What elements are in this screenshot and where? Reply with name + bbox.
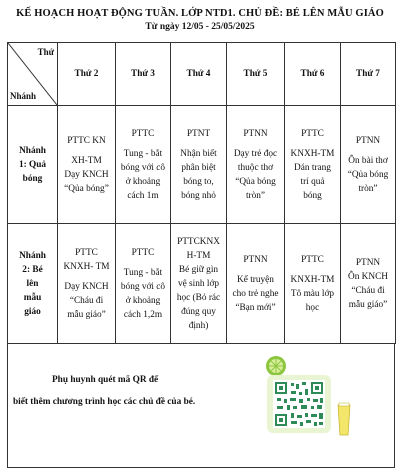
branch-label-line: bóng	[22, 173, 43, 184]
activity-cell	[227, 106, 285, 224]
activity-line: ở khoảng	[125, 176, 161, 187]
schedule-table	[7, 42, 396, 344]
activity-line: học	[305, 302, 320, 313]
activity-line: KNXH-TM	[290, 148, 335, 159]
activity-line: tròn”	[358, 183, 378, 194]
branch-label-line: mẫu	[23, 292, 42, 303]
activity-cell	[171, 224, 227, 344]
activity-line: PTNN	[355, 135, 381, 146]
branch-label-line: Nhánh	[19, 145, 46, 156]
activity-line: PTTC	[301, 254, 324, 265]
table-row	[8, 224, 396, 344]
footer-box	[7, 343, 395, 468]
branch-label	[8, 106, 58, 224]
activity-line: H-TM	[186, 250, 211, 261]
activity-line: Kể truyện	[237, 274, 274, 285]
activity-line: phân biệt	[181, 162, 216, 173]
qr-code-icon[interactable]	[247, 353, 357, 453]
corner-top-label: Thứ	[37, 47, 54, 57]
activity-cell	[285, 224, 341, 344]
corner-cell	[8, 43, 58, 106]
activity-line: PTTC	[75, 247, 98, 258]
activity-line: PTTC	[131, 247, 155, 258]
activity-line: Bé giữ gìn	[178, 264, 219, 275]
activity-line: PTNT	[186, 128, 211, 139]
activity-line: bóng với cô	[120, 162, 166, 173]
branch-label-line: 1: Quả	[18, 159, 47, 170]
day-header: Thứ 6	[285, 43, 341, 106]
footer-line-2: biết thêm chương trình học các chủ đề của bé.	[13, 397, 196, 407]
activity-cell	[58, 106, 116, 224]
branch-label-line: Nhánh	[19, 250, 46, 261]
day-header: Thứ 4	[171, 43, 227, 106]
page-title: KẾ HOẠCH HOẠT ĐỘNG TUẦN. LỚP NTD1. CHỦ ĐỀ: BÉ LÊN MẪU GIÁO	[16, 8, 384, 19]
branch-label-line: 2: Bé	[22, 264, 43, 275]
activity-line: XH-TM	[71, 155, 102, 166]
activity-line: bóng nhỏ	[181, 190, 216, 201]
activity-line: mẫu giáo”	[67, 309, 106, 320]
activity-line: PTNN	[355, 257, 381, 268]
activity-line: “Cháu đi	[69, 295, 104, 306]
activity-cell	[341, 224, 396, 344]
activity-line: “Bạn mới”	[235, 302, 276, 313]
activity-cell	[58, 224, 116, 344]
activity-line: tròn”	[245, 190, 266, 201]
activity-line: cách 1,2m	[123, 309, 163, 320]
activity-line: KNXH- TM	[63, 261, 110, 272]
activity-line: học (Bỏ rác	[176, 292, 221, 303]
activity-line: KNXH-TM	[290, 274, 335, 285]
activity-line: “Qủa bóng	[347, 169, 389, 180]
qr-code-graphic	[247, 353, 357, 453]
activity-line: bóng to,	[183, 176, 214, 187]
branch-label-line: giáo	[24, 306, 41, 317]
activity-cell	[227, 224, 285, 344]
activity-line: vệ sinh lớp	[177, 278, 220, 289]
activity-cell	[341, 106, 396, 224]
corner-bottom-label: Nhánh	[10, 91, 37, 101]
activity-line: PTTCKNX	[177, 236, 220, 247]
date-range: Từ ngày 12/05 - 25/05/2025	[145, 22, 255, 32]
activity-cell	[171, 106, 227, 224]
activity-line: bóng với cô	[120, 281, 166, 292]
header-row	[8, 43, 396, 106]
activity-line: Nhận biết	[180, 148, 217, 159]
activity-cell	[116, 224, 171, 344]
activity-line: định)	[188, 320, 209, 331]
activity-line: “Qủa bóng	[235, 176, 276, 187]
branch-label	[8, 224, 58, 344]
activity-line: PTNN	[243, 128, 268, 139]
day-header: Thứ 5	[227, 43, 285, 106]
activity-line: trí quả	[300, 176, 325, 187]
day-header: Thứ 7	[341, 43, 396, 106]
branch-label-line: lên	[26, 278, 39, 289]
activity-cell	[116, 106, 171, 224]
day-header: Thứ 3	[116, 43, 171, 106]
activity-line: Dạy trẻ đọc	[233, 148, 278, 159]
activity-line: PTTC	[301, 128, 324, 139]
activity-line: Dạy KNCH	[64, 169, 109, 180]
activity-line: Tung - bắt	[123, 267, 163, 278]
activity-line: cách 1m	[127, 190, 159, 201]
activity-line: Tô màu lớp	[290, 288, 335, 299]
activity-line: thuộc thơ	[237, 162, 274, 173]
activity-line: bóng	[303, 190, 322, 201]
activity-line: cho trẻ nghe	[232, 288, 279, 299]
footer-line-1: Phụ huynh quét mã QR để	[52, 375, 159, 385]
table-row	[8, 106, 396, 224]
activity-line: Ôn bài thơ	[348, 155, 388, 166]
activity-line: PTTC	[131, 128, 155, 139]
activity-line: Ôn KNCH	[347, 271, 389, 282]
activity-line: Dán trang	[294, 162, 331, 173]
activity-line: mẫu giáo”	[348, 299, 388, 310]
activity-line: PTTC KN	[67, 135, 106, 146]
activity-line: “Cháu đi	[351, 285, 385, 296]
activity-line: Tung - bắt	[123, 148, 163, 159]
activity-line: ở khoảng	[125, 295, 161, 306]
activity-cell	[285, 106, 341, 224]
activity-line: đúng quy	[181, 306, 216, 317]
activity-line: Dạy KNCH	[64, 281, 109, 292]
day-header: Thứ 2	[58, 43, 116, 106]
activity-line: PTNN	[243, 254, 268, 265]
activity-line: “Qủa bóng”	[64, 183, 109, 194]
